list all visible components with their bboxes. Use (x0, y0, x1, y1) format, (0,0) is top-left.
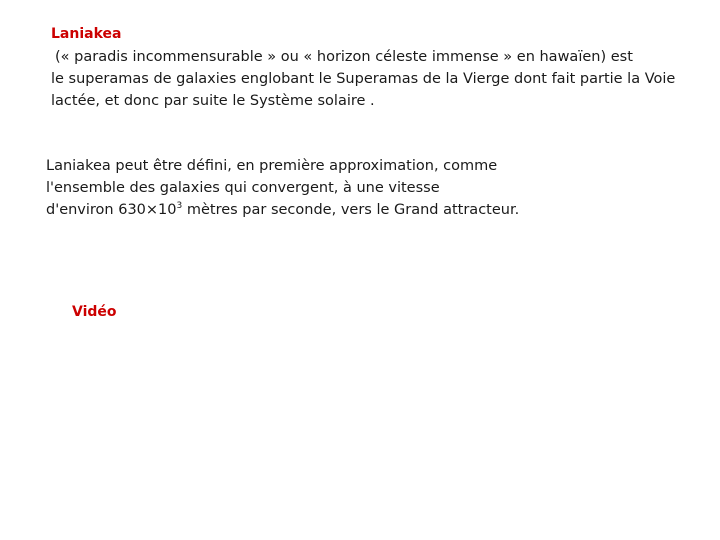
definition-line-3 (46, 199, 566, 221)
definition-paragraph (46, 155, 566, 221)
definition-line-2: l'ensemble des galaxies qui convergent, à une vitesse (46, 180, 440, 196)
exponent: 3 (176, 201, 183, 212)
slide-title: Laniakea (51, 26, 122, 42)
intro-line-3: lactée, et donc par suite le Système solaire . (51, 93, 375, 109)
video-link[interactable]: Vidéo (72, 304, 117, 320)
intro-line-2: le superamas de galaxies englobant le Superamas de la Vierge dont fait partie la Voie (51, 71, 676, 87)
definition-line-3-start: d'environ 630×10 (46, 202, 177, 218)
intro-paragraph (51, 46, 691, 112)
definition-line-3-end: mètres par seconde, vers le Grand attracteur. (182, 202, 520, 218)
definition-line-1: Laniakea peut être défini, en première approximation, comme (46, 158, 498, 174)
intro-line-1: (« paradis incommensurable » ou « horizon céleste immense » en hawaïen) est (55, 49, 633, 65)
